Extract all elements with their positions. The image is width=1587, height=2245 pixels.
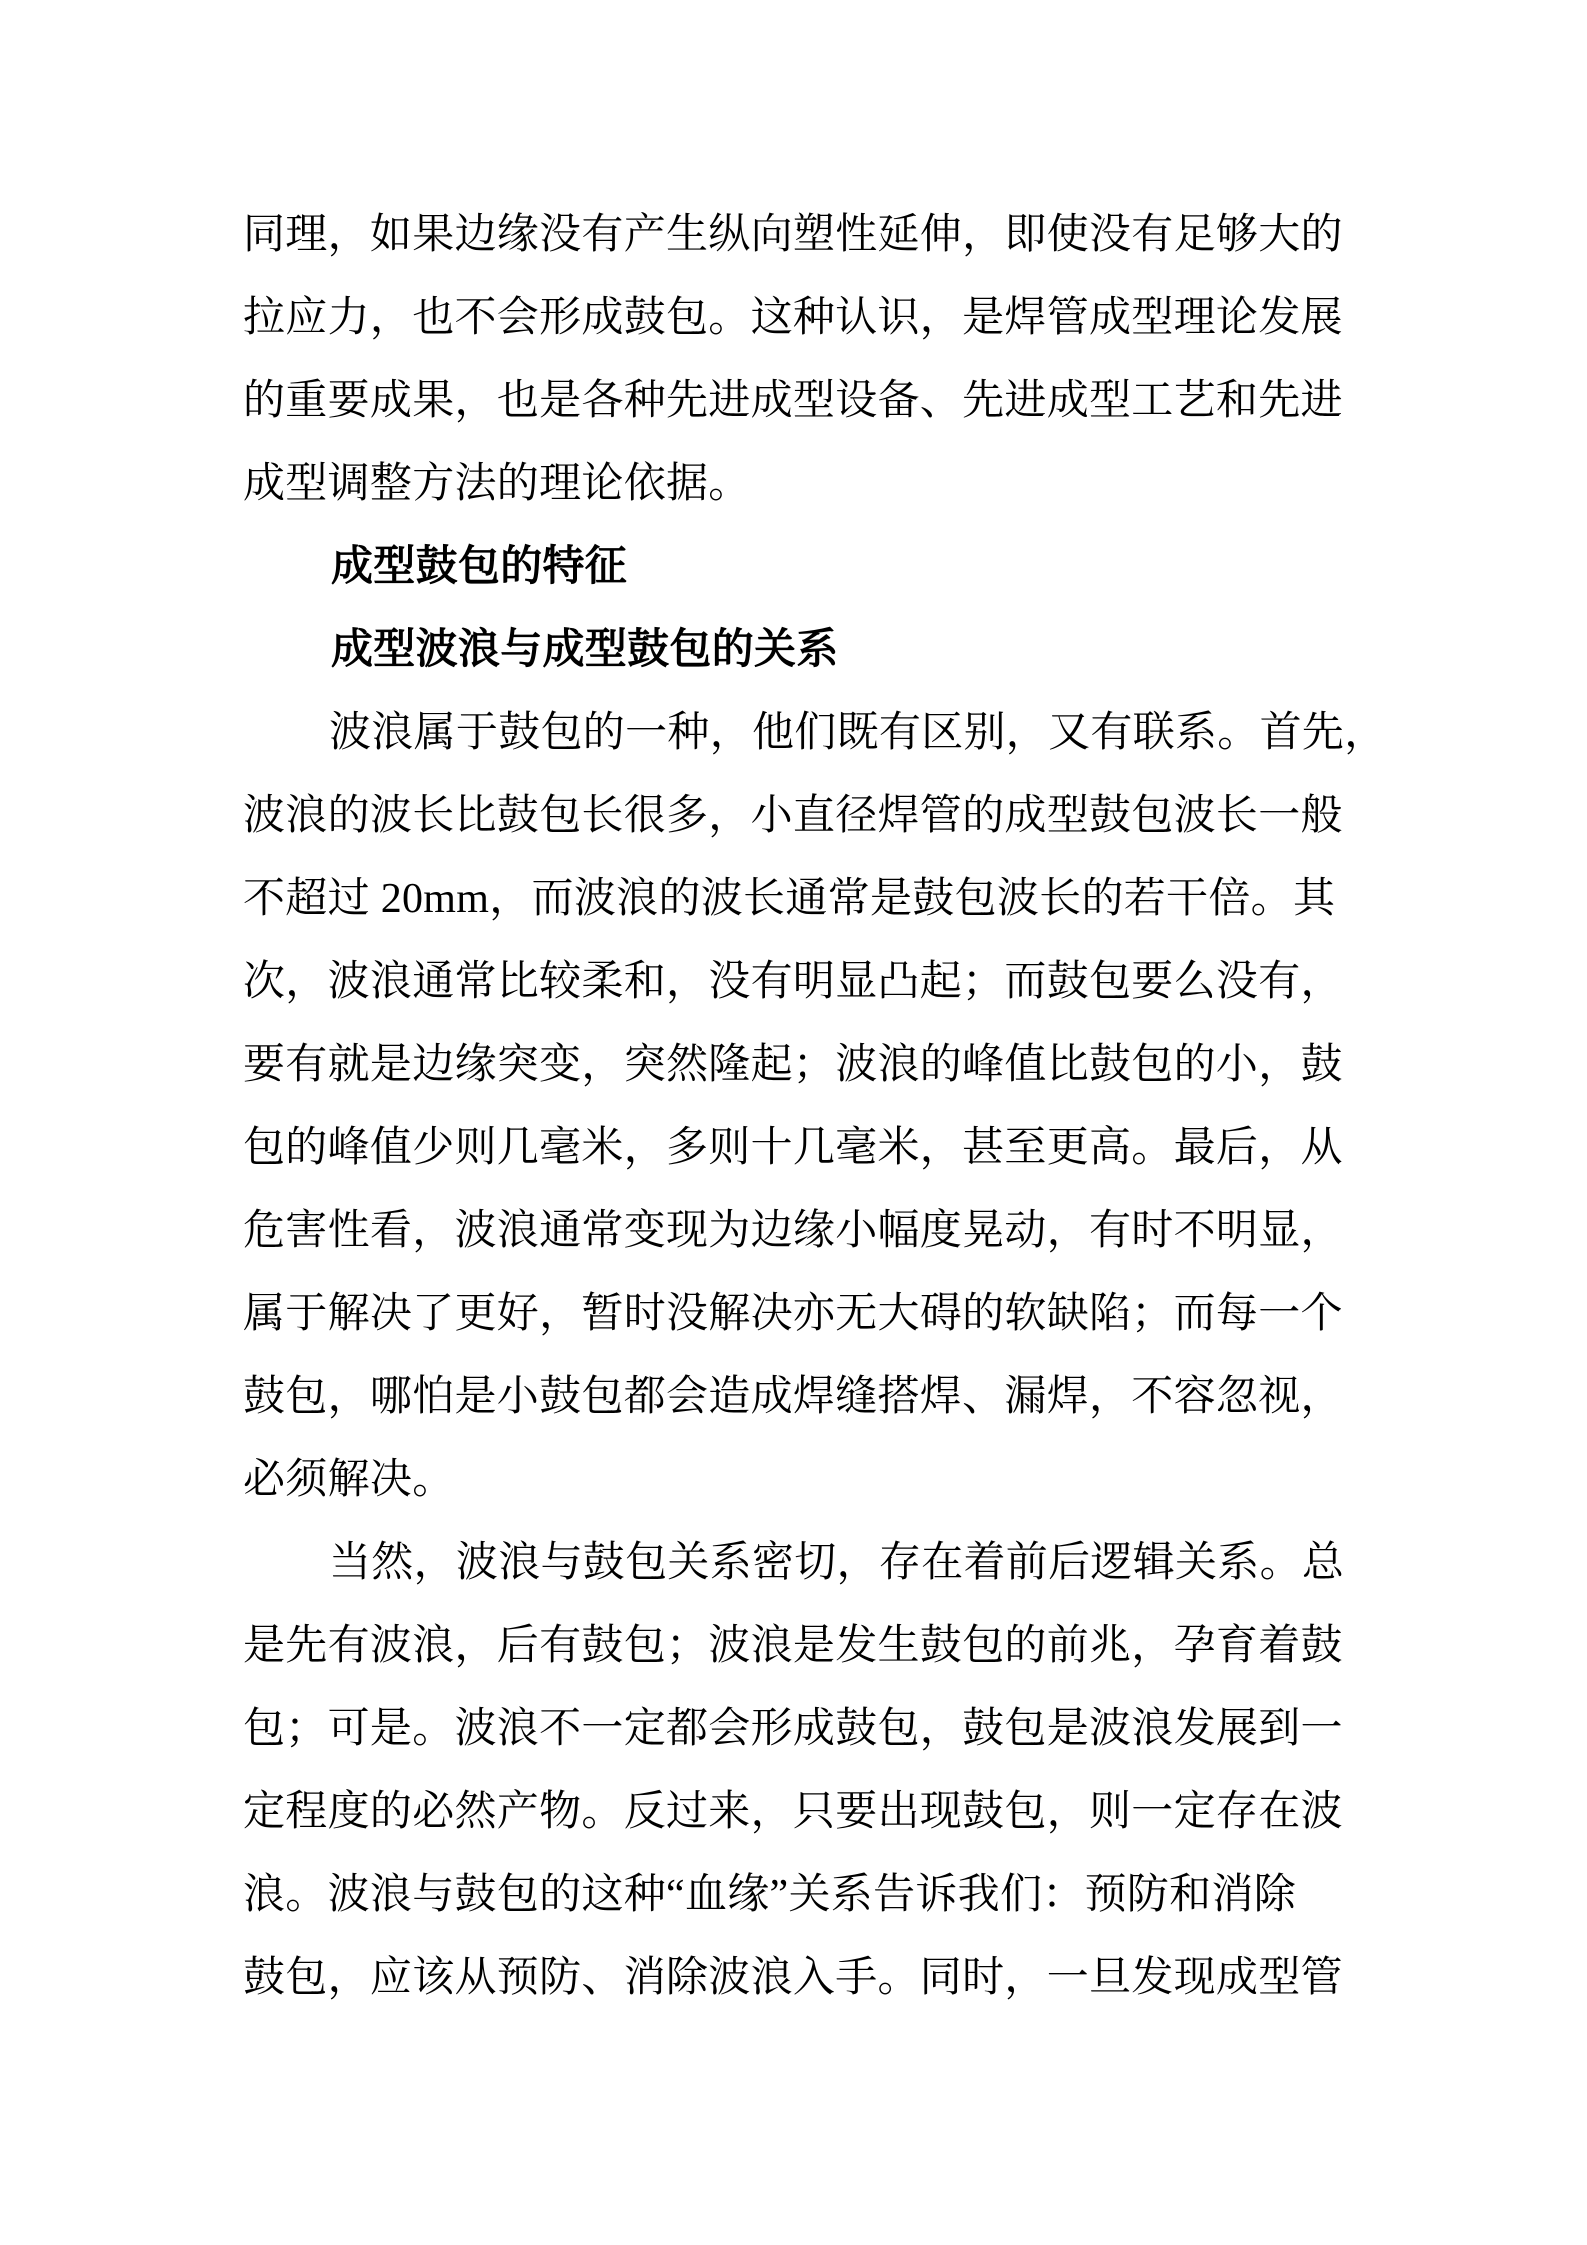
text-line: 的重要成果，也是各种先进成型设备、先进成型工艺和先进 xyxy=(243,378,1343,424)
paragraph xyxy=(243,1522,1343,2020)
text-line: 拉应力，也不会形成鼓包。这种认识，是焊管成型理论发展 xyxy=(243,295,1343,341)
text-line: 当然，波浪与鼓包关系密切，存在着前后逻辑关系。总 xyxy=(329,1540,1345,1586)
text-line: 鼓包，哪怕是小鼓包都会造成焊缝搭焊、漏焊，不容忽视， xyxy=(243,1374,1343,1420)
text-line: 次，波浪通常比较柔和，没有明显凸起；而鼓包要么没有， xyxy=(243,959,1343,1005)
text-line: 成型调整方法的理论依据。 xyxy=(243,461,751,507)
heading-wave-bulge-relation: 成型波浪与成型鼓包的关系 xyxy=(331,627,839,673)
text-line: 不超过 20mm，而波浪的波长通常是鼓包波长的若干倍。其 xyxy=(243,876,1336,922)
text-line: 必须解决。 xyxy=(243,1457,455,1503)
text-line: 危害性看，波浪通常变现为边缘小幅度晃动，有时不明显， xyxy=(243,1208,1343,1254)
text-line: 浪。波浪与鼓包的这种“血缘”关系告诉我们：预防和消除 xyxy=(243,1872,1297,1918)
heading-bulge-features: 成型鼓包的特征 xyxy=(331,544,628,590)
text-line: 同理，如果边缘没有产生纵向塑性延伸，即使没有足够大的 xyxy=(243,212,1343,258)
section-heading-group xyxy=(243,526,1343,692)
text-line: 是先有波浪，后有鼓包；波浪是发生鼓包的前兆，孕育着鼓 xyxy=(243,1623,1343,1669)
paragraph xyxy=(243,692,1387,1522)
text-line: 定程度的必然产物。反过来，只要出现鼓包，则一定存在波 xyxy=(243,1789,1343,1835)
text-line: 包；可是。波浪不一定都会形成鼓包，鼓包是波浪发展到一 xyxy=(243,1706,1343,1752)
text-line: 要有就是边缘突变，突然隆起；波浪的峰值比鼓包的小，鼓 xyxy=(243,1042,1343,1088)
text-column xyxy=(243,194,1387,2020)
text-line: 波浪属于鼓包的一种，他们既有区别，又有联系。首先， xyxy=(329,710,1387,756)
paragraph xyxy=(243,194,1343,526)
text-line: 包的峰值少则几毫米，多则十几毫米，甚至更高。最后，从 xyxy=(243,1125,1343,1171)
text-line: 属于解决了更好，暂时没解决亦无大碍的软缺陷；而每一个 xyxy=(243,1291,1343,1337)
text-line: 鼓包，应该从预防、消除波浪入手。同时，一旦发现成型管 xyxy=(243,1955,1343,2001)
text-line: 波浪的波长比鼓包长很多，小直径焊管的成型鼓包波长一般 xyxy=(243,793,1343,839)
